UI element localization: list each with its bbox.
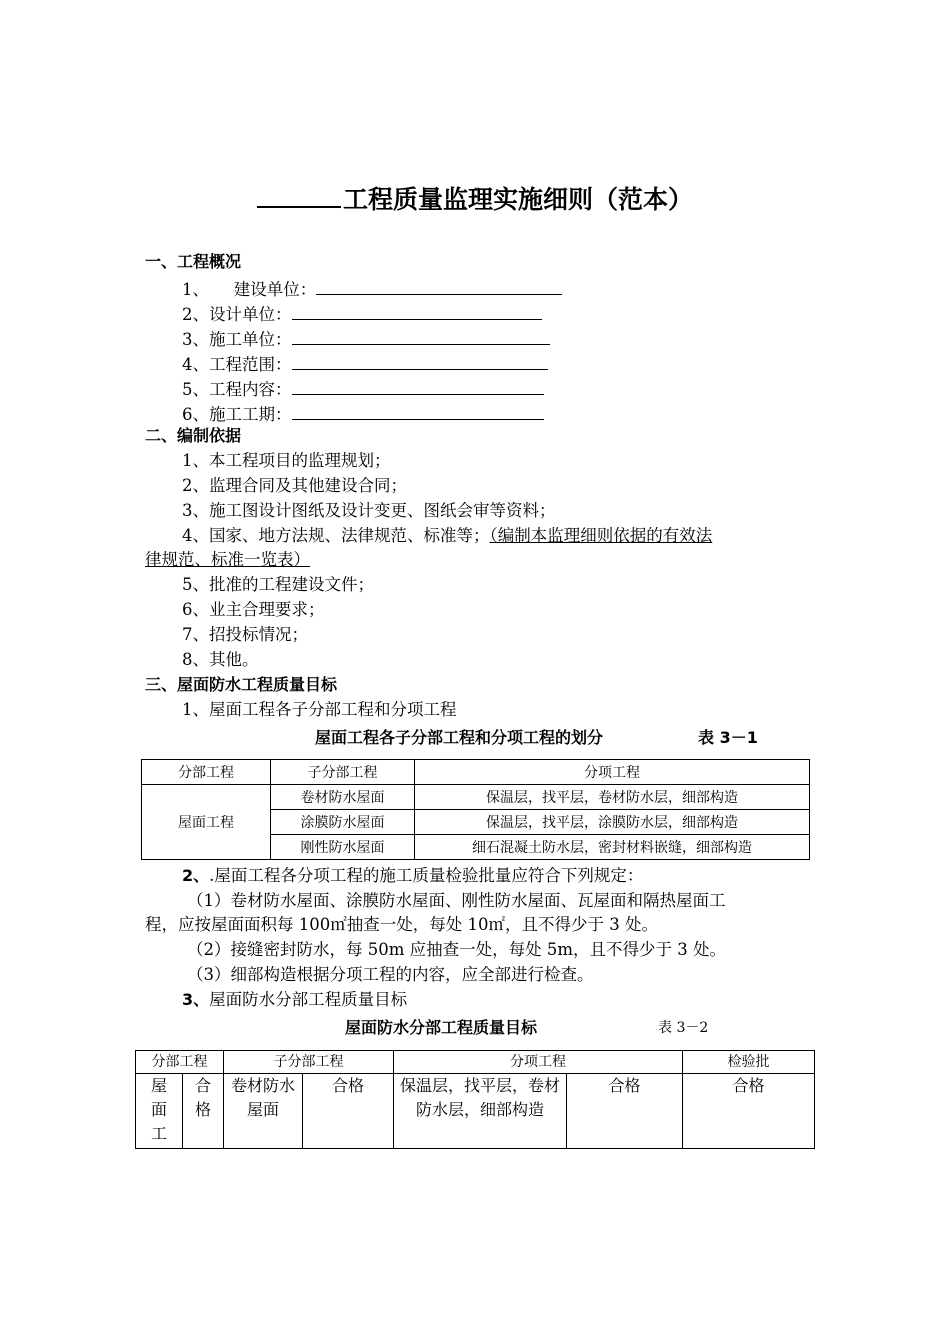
table2-number: 表 3－2 [658, 1020, 709, 1036]
blank-line [292, 401, 544, 420]
blank-line [292, 301, 542, 320]
table-cell: 合格 [683, 1074, 815, 1149]
s3-para-2-1b: 程，应按屋面面积每 100㎡抽查一处，每处 10㎡，且不得少于 3 处。 [145, 915, 658, 934]
s2-item-8: 8、其他。 [182, 650, 259, 669]
table-row [142, 785, 810, 810]
s1-item-4: 4、工程范围： [182, 351, 548, 375]
s2-item-1: 1、本工程项目的监理规划； [182, 451, 391, 470]
table-cell: 保温层，找平层，卷材防水层，细部构造 [394, 1074, 567, 1149]
title-text: 工程质量监理实施细则（范本） [342, 185, 693, 214]
table-2 [135, 1050, 815, 1149]
s2-item-6: 6、业主合理要求； [182, 600, 325, 619]
table-cell: 合格 [567, 1074, 683, 1149]
s2-item-2: 2、监理合同及其他建设合同； [182, 476, 407, 495]
table-row [136, 1051, 815, 1074]
s3-para-2: 2、.屋面工程各分项工程的施工质量检验批量应符合下列规定： [182, 866, 644, 885]
table-cell: 合格 [303, 1074, 394, 1149]
s1-item-1: 1、 建设单位： [182, 276, 562, 300]
s3-para-3: 3、屋面防水分部工程质量目标 [182, 990, 408, 1009]
s3-para-2-2: （2）接缝密封防水，每 50m 应抽查一处，每处 5m，且不得少于 3 处。 [187, 940, 727, 959]
table-1 [141, 759, 810, 860]
table-header: 子分部工程 [224, 1051, 394, 1074]
s1-item-6: 6、施工工期： [182, 401, 544, 425]
table-row [142, 760, 810, 785]
table-row [136, 1074, 815, 1149]
s2-item-5: 5、批准的工程建设文件； [182, 575, 374, 594]
table-cell: 刚性防水屋面 [271, 835, 415, 860]
table-cell: 合格 [183, 1074, 224, 1149]
blank-line [292, 326, 550, 345]
table-header: 分部工程 [142, 760, 271, 785]
table-header: 检验批 [683, 1051, 815, 1074]
section3-heading: 三、屋面防水工程质量目标 [145, 675, 338, 694]
table1-caption: 屋面工程各子分部工程和分项工程的划分 [315, 728, 604, 747]
table-cell: 屋面工 [136, 1074, 183, 1149]
table-cell: 卷材防水屋面 [224, 1074, 303, 1149]
s1-item-3: 3、施工单位： [182, 326, 550, 350]
table-cell: 屋面工程 [142, 785, 271, 860]
table-cell: 保温层，找平层，卷材防水层，细部构造 [415, 785, 810, 810]
blank-line [292, 376, 544, 395]
s2-item-7: 7、招投标情况； [182, 625, 308, 644]
table1-number: 表 3－1 [698, 728, 758, 747]
s1-item-2: 2、设计单位： [182, 301, 542, 325]
document-title [0, 180, 950, 216]
table-header: 分项工程 [394, 1051, 683, 1074]
section1-heading: 一、工程概况 [145, 252, 242, 271]
blank-line [316, 276, 562, 295]
blank-line [292, 351, 548, 370]
section2-heading: 二、编制依据 [145, 426, 242, 445]
s2-item-4-cont: 律规范、标准一览表） [145, 550, 310, 569]
s3-para-1: 1、屋面工程各子分部工程和分项工程 [182, 700, 457, 719]
table2-caption: 屋面防水分部工程质量目标 [345, 1018, 538, 1037]
table-header: 分项工程 [415, 760, 810, 785]
table-header: 子分部工程 [271, 760, 415, 785]
table-cell: 保温层，找平层，涂膜防水层，细部构造 [415, 810, 810, 835]
table-cell: 涂膜防水屋面 [271, 810, 415, 835]
s1-item-5: 5、工程内容： [182, 376, 544, 400]
s2-item-4: 4、国家、地方法规、法律规范、标准等；（编制本监理细则依据的有效法 [182, 526, 713, 545]
s2-item-3: 3、施工图设计图纸及设计变更、图纸会审等资料； [182, 501, 556, 520]
table-cell: 卷材防水屋面 [271, 785, 415, 810]
s3-para-2-1a: （1）卷材防水屋面、涂膜防水屋面、刚性防水屋面、瓦屋面和隔热屋面工 [187, 891, 726, 910]
table-header: 分部工程 [136, 1051, 224, 1074]
title-blank [257, 180, 341, 208]
s3-para-2-3: （3）细部构造根据分项工程的内容，应全部进行检查。 [187, 965, 594, 984]
table-cell: 细石混凝土防水层，密封材料嵌缝，细部构造 [415, 835, 810, 860]
